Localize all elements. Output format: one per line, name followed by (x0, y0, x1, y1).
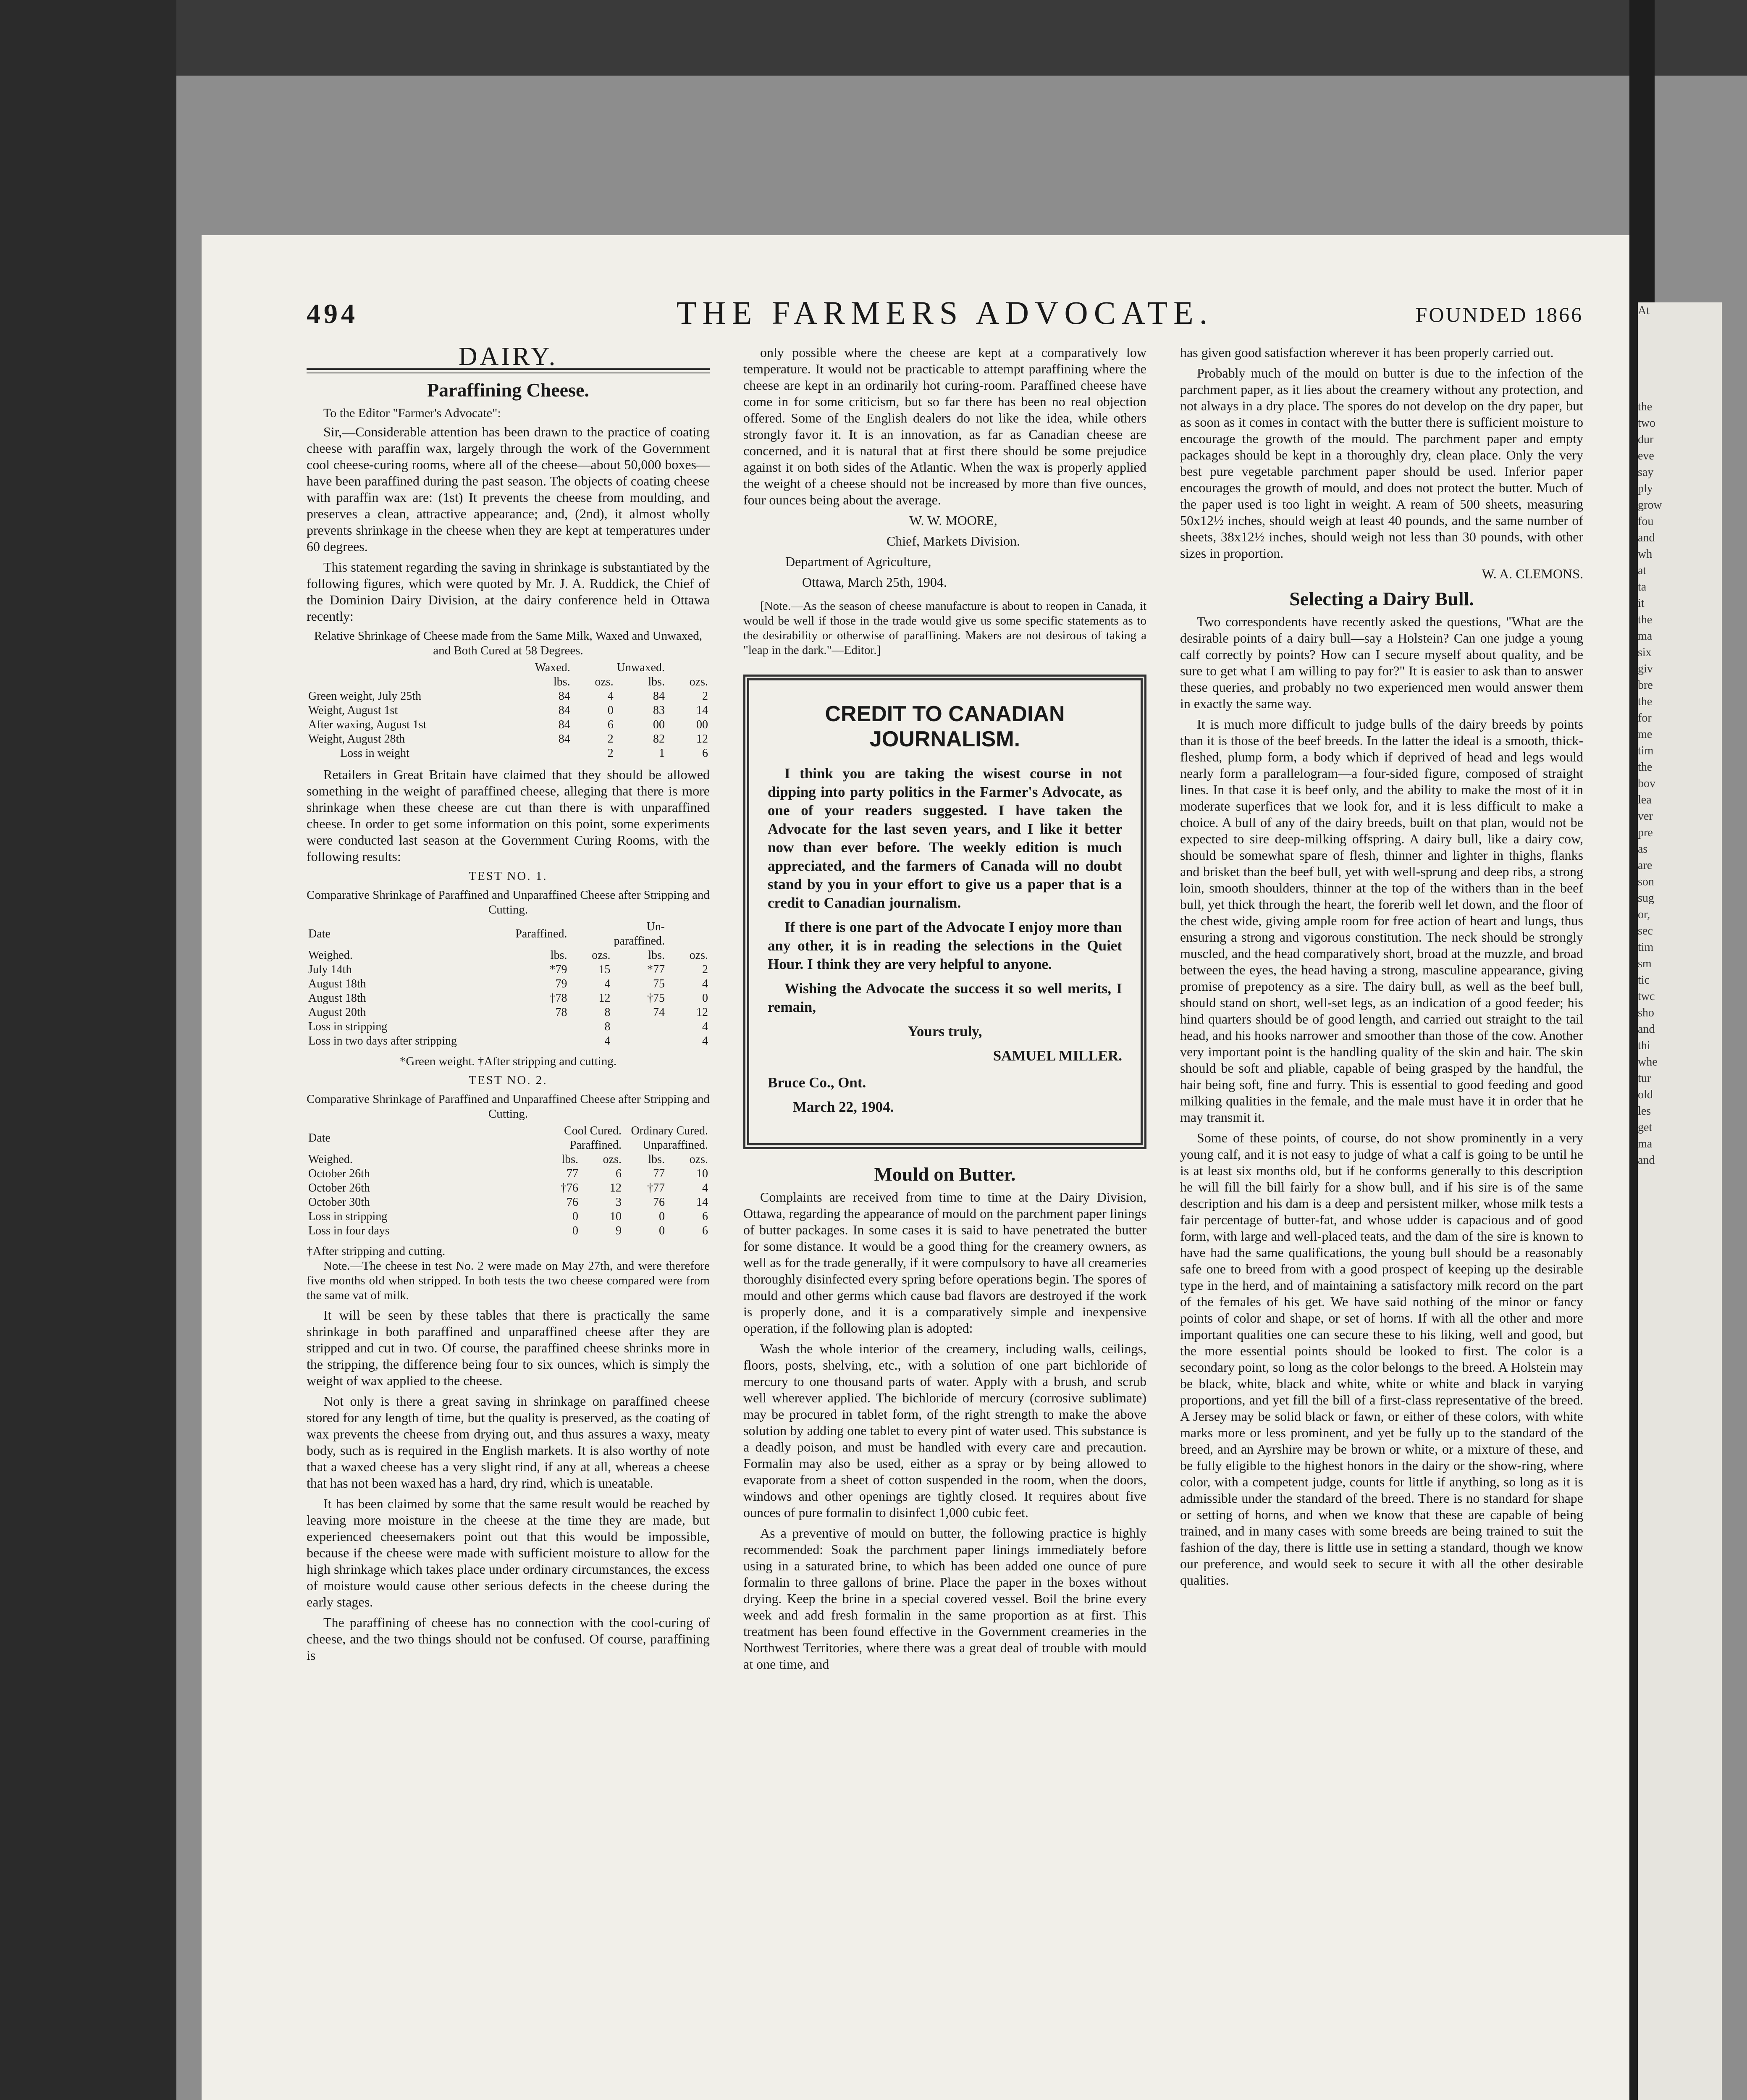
letter-box (743, 675, 1146, 1149)
edge-fragment: lea (1638, 793, 1652, 806)
page-number: 494 (307, 299, 358, 329)
edge-fragment: and (1638, 1154, 1655, 1167)
table-row: August 20th 78 8 74 12 (308, 1006, 708, 1019)
salutation: To the Editor "Farmer's Advocate": (323, 406, 501, 420)
edge-fragment: tim (1638, 744, 1654, 757)
scan-border-top (0, 0, 1747, 76)
edge-fragment: ta (1638, 580, 1647, 593)
edge-fragment: At (1638, 304, 1650, 317)
table-caption: Comparative Shrinkage of Paraffined and Unparaffined Cheese after Stripping and Cutting. (307, 1092, 710, 1121)
edge-fragment: tur (1638, 1072, 1651, 1085)
newspaper-page (202, 235, 1629, 2100)
box-paragraph: I think you are taking the wisest course in not dipping into party politics in the Farmer's Advocate, as one of your readers suggested. I have taken the Advocate for the last seven years, and I like it better now than ever before. The weekly edition is much appreciated, and the farmers of Canada will no doubt stand by you in your effort to give us a paper that is a credit to Canadian journalism. (768, 765, 1122, 911)
table-row: August 18th 79 4 75 4 (308, 977, 708, 990)
shrinkage-table-1 (307, 661, 710, 761)
box-paragraph: Wishing the Advocate the success it so well merits, I remain, (768, 980, 1122, 1015)
edge-fragment: say (1638, 466, 1654, 479)
box-date: March 22, 1904. (793, 1099, 894, 1115)
section-heading: DAIRY. (458, 342, 558, 371)
edge-fragment: it (1638, 597, 1645, 610)
paragraph: Probably much of the mould on butter is due to the infection of the parchment paper, as it lies about the creamery without any protection, and not always in a dry place. The spores do not develop on the dry paper, but as soon as it comes in contact with the butter there is sufficient moisture to encourage the growth of the mould. The parchment paper and empty packages should be kept in a thoroughly dry, clean place. Only the very best pure vegetable parchment paper should be used. Inferior paper encourages the growth of mould, and does not protect the butter. Much of the paper used is too light in weight. A ream of 500 sheets, measuring 50x12½ inches, should weigh at least 40 pounds, and the same number of sheets, 38x12½ inches, should weigh not less than 30 pounds, with other sizes in proportion. (1180, 365, 1583, 561)
edge-fragment: old (1638, 1088, 1653, 1101)
edge-fragment: thi (1638, 1039, 1650, 1052)
paragraph: Retailers in Great Britain have claimed that they should be allowed something in the weight of paraffined cheese, alleging that there is more shrinkage when these cheese are cut than there is with unparaffined cheese. In order to get some information on this point, some experiments were conducted last season at the Government Curing Rooms, with the following results: (307, 767, 710, 864)
box-closing: Yours truly, (908, 1023, 982, 1040)
page-header (307, 290, 1583, 336)
table-row: Weight, August 28th 84 2 82 12 (308, 732, 708, 746)
table-caption: Comparative Shrinkage of Paraffined and Unparaffined Cheese after Stripping and Cutting. (307, 888, 710, 916)
table-row: Weight, August 1st 84 0 83 14 (308, 704, 708, 717)
edge-fragment: as (1638, 843, 1648, 856)
table-units-row: lbs. ozs. lbs. ozs. (553, 675, 708, 688)
dateline: Ottawa, March 25th, 1904. (802, 575, 947, 590)
table-row: After waxing, August 1st 84 6 00 00 (308, 718, 708, 731)
table-total-row: Loss in stripping 8 4 (308, 1020, 708, 1033)
edge-fragment: and (1638, 531, 1655, 544)
box-title: CREDIT TO CANADIAN JOURNALISM. (825, 702, 1065, 751)
edge-fragment: and (1638, 1023, 1655, 1036)
edge-fragment: twc (1638, 990, 1655, 1003)
edge-fragment: bre (1638, 679, 1653, 692)
table-footnote: *Green weight. †After stripping and cutting. (399, 1055, 617, 1068)
test-number: TEST NO. 2. (469, 1074, 548, 1087)
paragraph: It has been claimed by some that the same result would be reached by leaving more moisture in the cheese at the time they are made, but experienced cheesemakers point out that this would be impossible, because if the cheese were made with sufficient moisture to allow for the high shrinkage which takes place under ordinary circumstances, the excess of moisture would cause other serious defects in the cheese during the early stages. (307, 1496, 710, 1609)
paragraph: The paraffining of cheese has no connection with the cool-curing of cheese, and the two things should not be confused. Of course, paraffining is (307, 1615, 710, 1663)
box-paragraph: If there is one part of the Advocate I enjoy more than any other, it is in reading the selections in the Quiet Hour. I think they are very helpful to anyone. (768, 919, 1122, 972)
edge-fragment: sho (1638, 1006, 1654, 1019)
table-total-row: Loss in four days 0 9 0 6 (308, 1224, 708, 1237)
edge-fragment: two (1638, 417, 1655, 430)
edge-fragment: get (1638, 1121, 1653, 1134)
edge-fragment: whe (1638, 1055, 1658, 1068)
table-row: Green weight, July 25th 84 4 84 2 (308, 690, 708, 703)
article-title: Paraffining Cheese. (427, 379, 589, 401)
table-footnote: †After stripping and cutting. (307, 1244, 446, 1258)
edge-fragment: the (1638, 400, 1653, 413)
edge-fragment: les (1638, 1105, 1651, 1118)
table-row: August 18th †78 12 †75 0 (308, 992, 708, 1005)
edge-fragment: ply (1638, 482, 1653, 495)
edge-fragment: dur (1638, 433, 1654, 446)
dateline: Department of Agriculture, (785, 554, 931, 569)
paragraph: It is much more difficult to judge bulls of the dairy breeds by points than it is those of the beef breeds. In the latter the ideal is a smooth, thick-fleshed, plump form, a body which if deprived of head and legs would nearly form a parallelogram—a four-sided figure, composed of straight lines. In that case it is beef only, and the ability to make the most of it in moderate superfices that we look for, and it is less difficult to make a choice. A bull of any of the dairy breeds, built on that plan, would not be expected to sire deep-milking offspring. A dairy bull, like a dairy cow, should be somewhat spare of flesh, thinner and lighter in thighs, flanks and brisket than the beef bull, yet with well-sprung and deep ribs, a strong loin, smooth shoulders, thinner at the top of the withers than in the beef bull, yet thick through the heart, the forerib well let down, and the floor of the chest wide, giving ample room for free action of heart and lungs, thus ensuring a strong and vigorous constitution. The neck should be strongly muscled, and the head comparatively short, broad at the muzzle, and broad between the eyes, the head having a strong, masculine appearance, giving promise of prepotency as a sire. The dairy bull, as well as the beef bull, should stand on short, well-set legs, as an indication of a good feeder; his hind quarters should be of good length, and carried out straight to the tail head, and his hooks narrower and smoother than those of the cow. Another very important point is the handling quality of the skin and hair. The skin should be soft and pliable, capable of being grasped by the handful, the hair being soft, fine and furry. This is essential to good feeding and good milking qualities in the female, and the male must have it in order that he may transmit it. (1180, 717, 1583, 1125)
edge-fragment: tic (1638, 974, 1650, 987)
editor-note: [Note.—As the season of cheese manufacture is about to reopen in Canada, it would be well if those in the trade would give us some specific statements as to the desirability or otherwise of paraffining. Makers are not desirous of taking a "leap in the dark."—Editor.] (743, 599, 1146, 657)
paragraph: As a preventive of mould on butter, the following practice is highly recommended: Soak the parchment paper linings immediately before using in a saturated brine, to which has been added one ounce of pure formalin to three gallons of brine. Place the paper in the boxes without drying. Keep the brine in a special covered vessel. Boil the brine every week and add fresh formalin in the same proportion as at first. This treatment has been found effective in the Government creameries in the Northwest Territories, where there was a great deal of trouble with mould at one time, and (743, 1525, 1146, 1672)
edge-fragment: the (1638, 695, 1653, 708)
paragraph: Two correspondents have recently asked the questions, "What are the desirable points of a dairy bull—say a Holstein? Can one judge a young calf correctly by points? How can I secure myself about quality, and be sure to get what I am willing to pay for?" It is easier to ask than to answer these queries, and probably no two experienced men would answer them in exactly the same way. (1180, 614, 1583, 711)
edge-fragment: fou (1638, 515, 1654, 528)
shrinkage-table-3 (307, 1124, 710, 1238)
column-2 (743, 344, 1146, 1677)
column-1 (307, 344, 710, 1668)
table-caption: Relative Shrinkage of Cheese made from the Same Milk, Waxed and Unwaxed, and Both Cured at 58 Degrees. (314, 629, 703, 657)
table-header-row: Date Paraffined. Un-paraffined. (308, 920, 665, 948)
edge-fragment: are (1638, 859, 1653, 872)
signature-title: Chief, Markets Division. (886, 533, 1020, 549)
edge-fragment: sug (1638, 892, 1654, 905)
adjacent-page-edge (1638, 302, 1722, 2100)
edge-fragment: bov (1638, 777, 1655, 790)
shrinkage-table-2 (307, 920, 710, 1048)
edge-fragment: for (1638, 711, 1652, 724)
edge-fragment: grow (1638, 499, 1662, 512)
table-total-row: Loss in stripping 0 10 0 6 (308, 1210, 708, 1223)
edge-fragment: giv (1638, 662, 1653, 675)
table-header-row: Date Cool Cured. Paraffined. Ordinary Cured. Unparaffined. (308, 1124, 708, 1152)
masthead: THE FARMERS ADVOCATE. (676, 294, 1214, 331)
edge-fragment: me (1638, 728, 1653, 741)
founded-line: FOUNDED 1866 (1415, 303, 1583, 326)
table-total-row: Loss in weight 2 1 6 (340, 747, 708, 760)
paragraph: has given good satisfaction wherever it has been properly carried out. (1180, 345, 1554, 360)
scan-border-left (0, 0, 176, 2100)
edge-fragment: pre (1638, 826, 1653, 839)
test-number: TEST NO. 1. (469, 869, 548, 883)
edge-fragment: or, (1638, 908, 1650, 921)
signature: W. A. CLEMONS. (1482, 566, 1583, 581)
paragraph: This statement regarding the saving in shrinkage is substantiated by the following figures, which were quoted by Mr. J. A. Ruddick, the Chief of the Dominion Dairy Division, at the dairy conference held in Ottawa recently: (307, 559, 710, 624)
edge-fragment: ver (1638, 810, 1653, 823)
edge-fragment: sec (1638, 924, 1653, 937)
paragraph: Some of these points, of course, do not show prominently in a very young calf, and it is not easy to judge of what a calf is going to be until he is at least six months old, but if he conforms generally to this description he will fill the bill fairly for a show bull, and if his sire is of the same description and his dam is a deep and persistent milker, whose milk tests a fair percentage of butter-fat, and whose udder is capacious and of good form, with large and well-placed teats, and the dam of the sire is known to have had the same qualifications, the young bull should be a reasonably safe one to breed from with a good prospect of keeping up the desirable type in the herd, and of maintaining a satisfactory milk record on the part of the females of his get. We have said nothing of the minor or fancy points of color and shape, or set of horns. If with all the other and more important qualities one can secure these to his liking, well and good, but the more essential points should be looked to first. The color is a secondary point, so long as the color belongs to the breed. A Holstein may be black, white, black and white, white or white and black in varying proportions, and yet fill the bill of a first-class representative of the breed. A Jersey may be solid black or fawn, or either of these colors, with white marks more or less prominent, and yet be fully up to the standard of the breed, and an Ayrshire may be brown or white, or a mixture of these, and be fully eligible to the highest honors in the dairy or the show-ring, where color, with a competent judge, counts for little if anything, so long as it is admissible under the standard of the breed. There is no standard for shape or setting of horns, and when we know that these are capable of being trained, and in many cases with some breeds are being trained to suit the fashion of the day, there is little use in setting a standard, though we know our preference, and would seek to secure it with all the other desirable qualities. (1180, 1130, 1583, 1588)
paragraph: only possible where the cheese are kept at a comparatively low temperature. It would not be practicable to attempt paraffining where the cheese are kept in an ordinarily hot curing-room. Paraffined cheese have come in for some criticism, but so far there has been no real objection offered. Some of the English dealers do not like the idea, while others strongly favor it. It is an innovation, as far as Canadian cheese are concerned, and it is natural that at first there should be some prejudice against it on both sides of the Atlantic. When the wax is properly applied the weight of a cheese should not be increased by more than five ounces, four ounces being about the average. (743, 345, 1146, 507)
article-title: Selecting a Dairy Bull. (1289, 588, 1474, 609)
edge-fragment: eve (1638, 449, 1654, 462)
table-header-row: Waxed. Unwaxed. (535, 661, 665, 674)
table-units-row: Weighed. lbs. ozs. lbs. ozs. (308, 949, 708, 962)
edge-fragment: the (1638, 761, 1653, 774)
paragraph: Sir,—Considerable attention has been drawn to the practice of coating cheese with paraffin wax, largely through the work of the Government cool cheese-curing rooms, where all of the cheese—about 50,000 boxes—have been paraffined during the past season. The objects of coating cheese with paraffin wax are: (1st) It prevents the cheese from moulding, and preserves a clean, attractive appearance; and, (2nd), it almost wholly prevents shrinkage in the cheese when they are kept at temperatures under 60 degrees. (307, 424, 710, 554)
paragraph: It will be seen by these tables that there is practically the same shrinkage in both paraffined and unparaffined cheese after they are stripped and cut in two. Of course, the paraffined cheese shrinks more in the stripping, the difference being four to six ounces, which is simply the weight of wax applied to the cheese. (307, 1307, 710, 1388)
edge-fragment: son (1638, 875, 1654, 888)
box-signature: SAMUEL MILLER. (993, 1047, 1122, 1064)
edge-fragment: ma (1638, 1137, 1653, 1150)
table-total-row: Loss in two days after stripping 4 4 (308, 1034, 708, 1047)
table-row: October 26th 77 6 77 10 (308, 1167, 708, 1180)
column-3 (1180, 344, 1583, 1593)
box-place: Bruce Co., Ont. (768, 1074, 866, 1091)
edge-fragment: at (1638, 564, 1647, 577)
table-row: October 26th †76 12 †77 4 (308, 1181, 708, 1194)
edge-fragment: tim (1638, 941, 1654, 954)
edge-fragment: sm (1638, 957, 1652, 970)
edge-fragment: wh (1638, 548, 1653, 561)
table-row: October 30th 76 3 76 14 (308, 1196, 708, 1209)
table-note: Note.—The cheese in test No. 2 were made on May 27th, and were therefore five months old when stripped. In both tests the two cheese compared were from the same vat of milk. (307, 1259, 710, 1302)
edge-fragment: six (1638, 646, 1652, 659)
table-row: July 14th *79 15 *77 2 (308, 963, 708, 976)
paragraph: Complaints are received from time to time at the Dairy Division, Ottawa, regarding the appearance of mould on the parchment paper linings of butter packages. In some cases it is said to have penetrated the butter for some distance. It would be a good thing for the creamery owners, as well as for the trade generally, if it were compulsory to have all creameries thoroughly disinfected every spring before operations begin. The spores of mould and other germs which cause bad flavors are destroyed if the work is properly done, and it is a comparatively simple and inexpensive operation, if the following plan is adopted: (743, 1189, 1146, 1336)
edge-fragment: ma (1638, 630, 1653, 643)
table-units-row: Weighed. lbs. ozs. lbs. ozs. (308, 1153, 708, 1166)
article-title: Mould on Butter. (874, 1163, 1016, 1185)
edge-fragment: the (1638, 613, 1653, 626)
paragraph: Wash the whole interior of the creamery, including walls, ceilings, floors, posts, shelving, etc., with a solution of one part bichloride of mercury to one thousand parts of water. Apply with a brush, and scrub well wherever applied. The bichloride of mercury (corrosive sublimate) may be procured in tablet form, of the right strength to make the above solution by adding one tablet to every pint of water used. This substance is a deadly poison, and must be handled with every care and precaution. Formalin may also be used, either as a spray or by being allowed to evaporate from a sheet of cotton suspended in the room, when the doors, windows and other openings are tightly closed. It requires about five ounces of pure formalin to disinfect 1,000 cubic feet. (743, 1341, 1146, 1520)
signature: W. W. MOORE, (909, 513, 997, 528)
paragraph: Not only is there a great saving in shrinkage on paraffined cheese stored for any length of time, but the quality is preserved, as the coating of wax prevents the cheese from drying out, and thus assures a waxy, meaty body, such as is required in the English markets. It is also worthy of note that a waxed cheese has a very slight rind, if any at all, whereas a cheese that has not been waxed has a hard, dry rind, which is uneatable. (307, 1394, 710, 1491)
